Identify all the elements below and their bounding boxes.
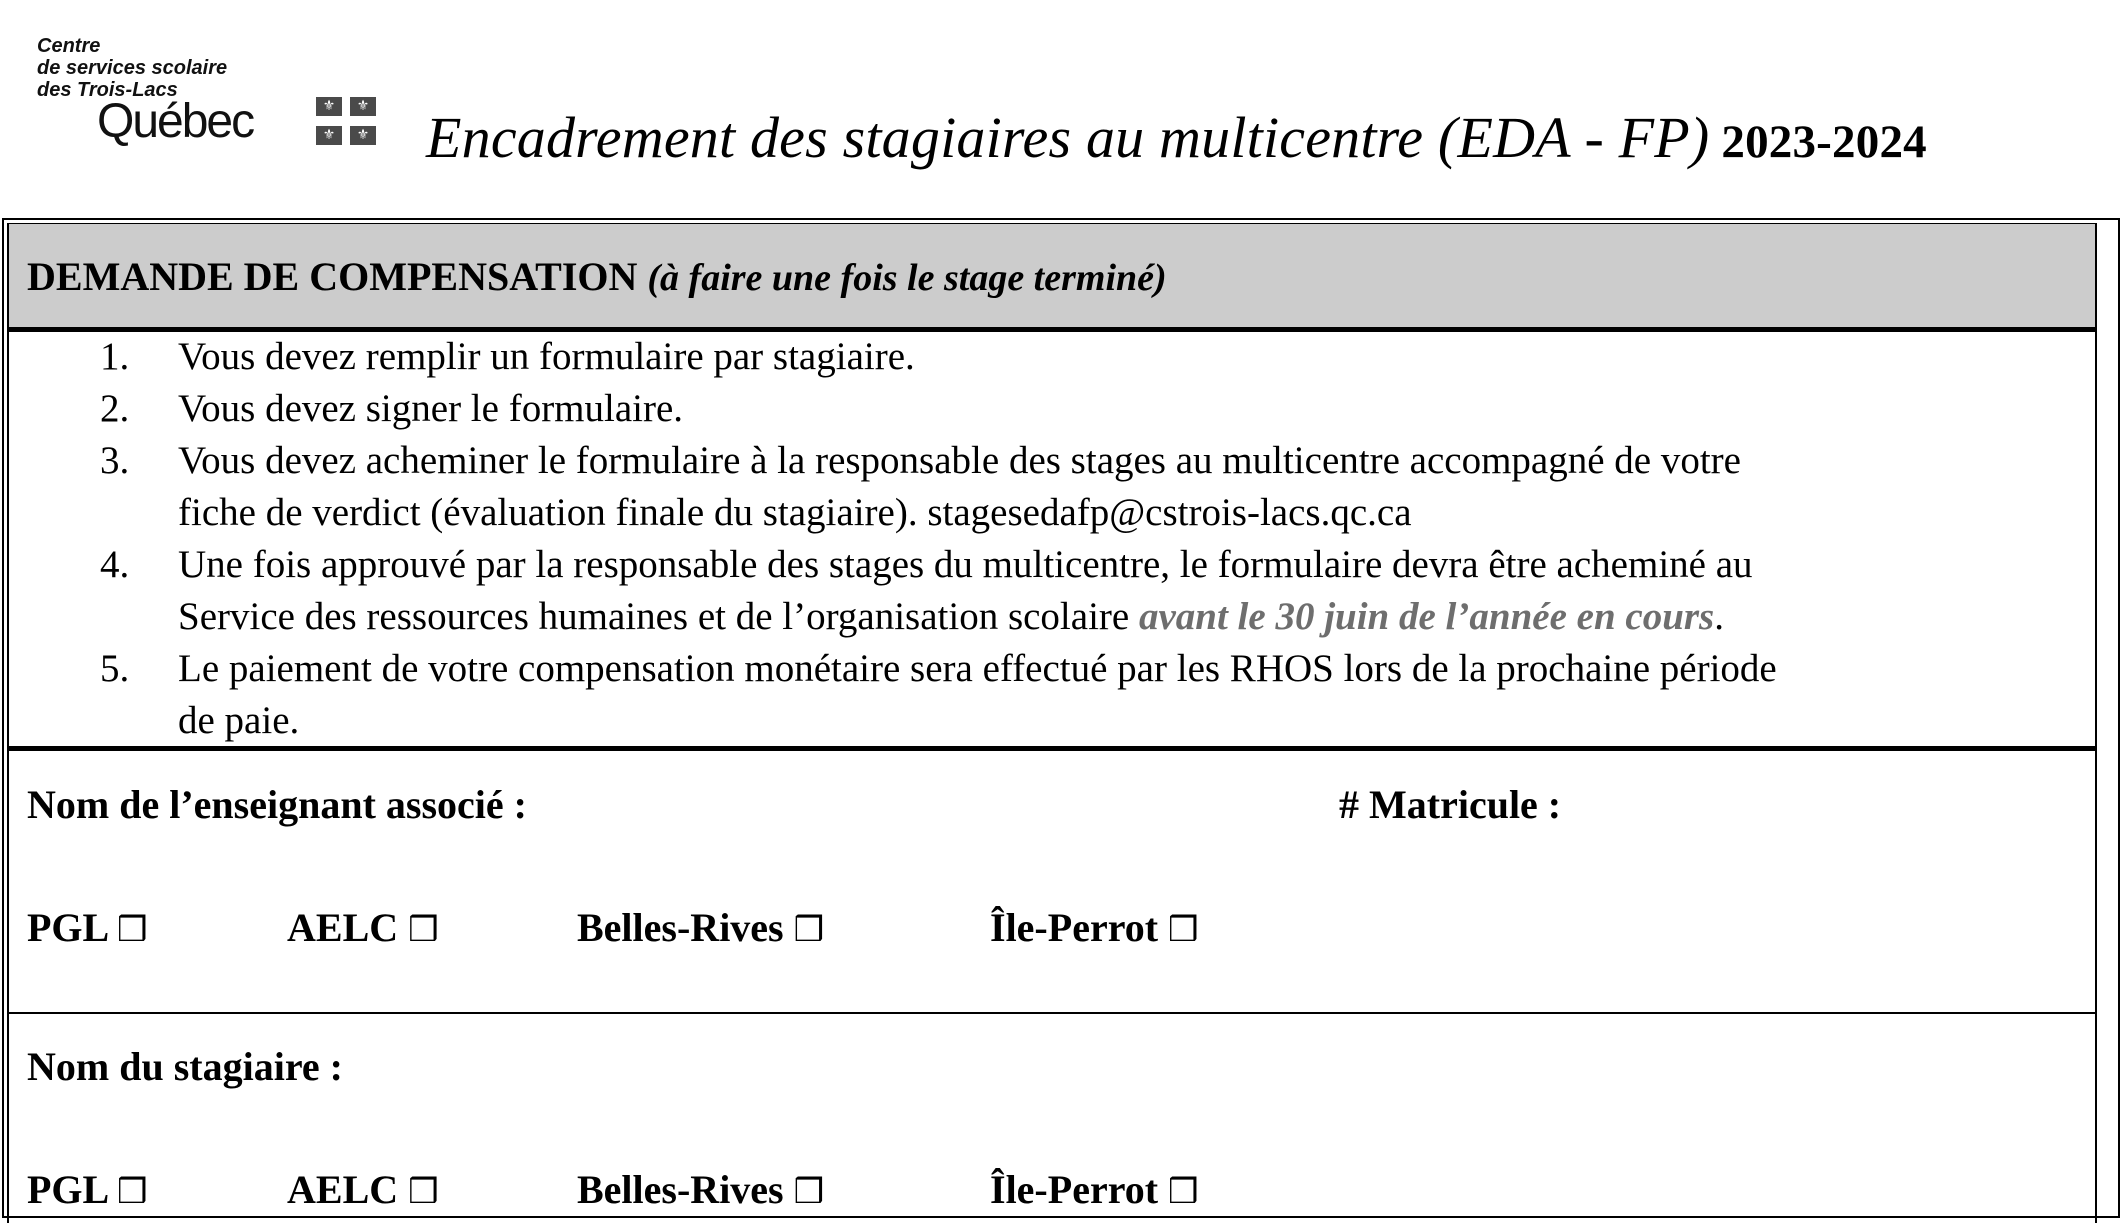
section-heading-subtitle: (à faire une fois le stage terminé)	[647, 257, 1167, 299]
divider	[9, 1012, 2095, 1014]
teacher-centre-option-pgl[interactable]	[27, 906, 148, 952]
trainee-centre-option-ile-perrot[interactable]	[990, 1168, 1199, 1214]
centre-label: PGL	[27, 905, 108, 950]
checkbox-icon[interactable]: ❒	[408, 1172, 439, 1212]
list-item-text: Une fois approuvé par la responsable des stages du multicentre, le formulaire devra être acheminé au	[178, 543, 1753, 586]
section-heading	[27, 255, 1167, 300]
list-item-text-continued: de paie.	[178, 699, 300, 742]
list-item-number: 5.	[100, 647, 130, 690]
list-item-text-plain: Service des ressources humaines et de l’organisation scolaire	[178, 595, 1139, 638]
centre-label: Île-Perrot	[990, 905, 1159, 950]
list-item-text: Vous devez remplir un formulaire par stagiaire.	[178, 335, 915, 378]
list-item-text: Vous devez acheminer le formulaire à la responsable des stages au multicentre accompagné de votre	[178, 439, 1741, 482]
list-item-text-tail: .	[1714, 595, 1724, 638]
checkbox-icon[interactable]: ❒	[793, 910, 825, 950]
fleur-de-lis-icon: ⚜	[350, 97, 376, 116]
checkbox-icon[interactable]: ❒	[117, 1172, 148, 1212]
list-item-text: Le paiement de votre compensation monétaire sera effectué par les RHOS lors de la prochaine période	[178, 647, 1777, 690]
list-item-text: Vous devez signer le formulaire.	[178, 387, 684, 430]
logo-org-line-2: de services scolaire	[37, 57, 228, 79]
list-item-number: 3.	[100, 439, 130, 482]
centre-label: Belles-Rives	[577, 1167, 784, 1212]
divider	[9, 746, 2095, 751]
list-item-text-continued: fiche de verdict (évaluation finale du stagiaire). stagesedafp@cstrois-lacs.qc.ca	[178, 491, 1412, 534]
centre-label: Belles-Rives	[577, 905, 784, 950]
checkbox-icon[interactable]: ❒	[793, 1172, 825, 1212]
page-title	[426, 105, 1927, 175]
trainee-centre-option-pgl[interactable]	[27, 1168, 148, 1214]
list-item-number: 4.	[100, 543, 130, 586]
teacher-centre-option-belles-rives[interactable]	[577, 906, 824, 952]
section-heading-title: DEMANDE DE COMPENSATION	[27, 254, 638, 299]
fleur-de-lis-icon: ⚜	[316, 97, 342, 116]
teacher-centre-option-ile-perrot[interactable]	[990, 906, 1199, 952]
centre-label: Île-Perrot	[990, 1167, 1159, 1212]
matricule-label: # Matricule :	[1339, 782, 1562, 827]
deadline-emphasis: avant le 30 juin de l’année en cours	[1138, 595, 1715, 638]
page-title-paren: )	[1689, 105, 1710, 170]
fleur-de-lis-icon: ⚜	[316, 126, 342, 145]
fleur-de-lis-icon: ⚜	[350, 126, 376, 145]
list-item-number: 1.	[100, 335, 130, 378]
logo-org-line-3: des Trois-Lacs	[37, 79, 178, 101]
list-item-text-continued	[178, 591, 1724, 643]
checkbox-icon[interactable]: ❒	[1168, 910, 1199, 950]
trainee-centre-option-aelc[interactable]	[287, 1168, 439, 1214]
trainee-name-label: Nom du stagiaire :	[27, 1044, 343, 1089]
centre-label: AELC	[287, 1167, 399, 1212]
logo-org-line-1: Centre	[37, 35, 101, 57]
centre-label: AELC	[287, 905, 399, 950]
list-item-number: 2.	[100, 387, 130, 430]
checkbox-icon[interactable]: ❒	[1168, 1172, 1199, 1212]
logo-quebec-wordmark: Québec	[97, 95, 254, 148]
quebec-flag-icon	[316, 97, 382, 145]
checkbox-icon[interactable]: ❒	[408, 910, 439, 950]
page-title-year: 2023-2024	[1709, 116, 1927, 168]
teacher-name-label: Nom de l’enseignant associé :	[27, 782, 527, 827]
checkbox-icon[interactable]: ❒	[117, 910, 148, 950]
page-title-main: Encadrement des stagiaires au multicentre (EDA - FP	[426, 105, 1690, 170]
trainee-centre-option-belles-rives[interactable]	[577, 1168, 824, 1214]
centre-label: PGL	[27, 1167, 108, 1212]
teacher-centre-option-aelc[interactable]	[287, 906, 439, 952]
